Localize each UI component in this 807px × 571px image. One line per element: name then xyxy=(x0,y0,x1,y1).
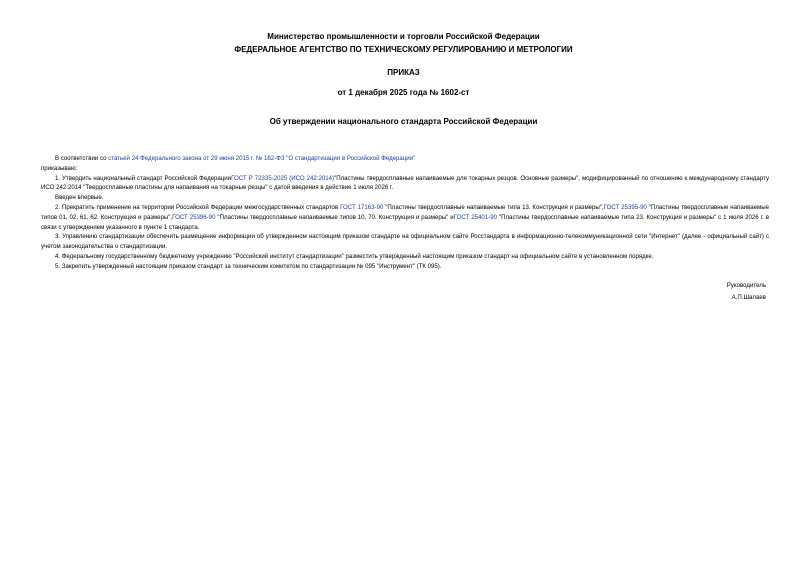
introduced-note: Введен впервые. xyxy=(55,194,104,202)
ministry-name: Министерство промышленности и торговли Российской Федерации xyxy=(267,32,540,41)
document-date-number: от 1 декабря 2025 года № 1602-ст xyxy=(337,88,470,97)
gost-25401-link[interactable]: ГОСТ 25401-90 xyxy=(453,213,497,221)
agency-name: ФЕДЕРАЛЬНОЕ АГЕНТСТВО ПО ТЕХНИЧЕСКОМУ РЕГУЛИРОВАНИЮ И МЕТРОЛОГИИ xyxy=(234,45,573,54)
gost-r-72335-link[interactable]: ГОСТ Р 72335-2025 (ИСО 242:2014) xyxy=(231,174,335,182)
item-1-text: 1. Утвердить национальный стандарт Российской Федерации xyxy=(55,174,232,182)
item-2-text-2: "Пластины твердосплавные напаиваемые типа 13. Конструкция и размеры", xyxy=(383,203,604,211)
signature-title: Руководитель xyxy=(726,282,766,289)
law-link[interactable]: статьей 24 Федерального закона от 29 июня 2015 г. № 162-ФЗ "О стандартизации в Российской Федерации" xyxy=(108,155,416,162)
item-2-text-5: "Пластины твердосплавные напаиваемые типа 23. Конструкция и размеры" с 1 июля 2026 г. в связи с утверждением указанного в пункте 1 стандарта. xyxy=(41,213,769,231)
item-3: 3. Управлению стандартизации обеспечить размещение информации об утвержденном настоящим приказом стандарте на официальном сайте Росстандарта в информационно-телекоммуникационной сети "Интернет" (далее - официальный сайт) с учетом законодательства о стандартизации. xyxy=(41,233,769,251)
gost-17163-link[interactable]: ГОСТ 17163-90 xyxy=(340,203,384,211)
item-2 xyxy=(41,203,769,232)
document-type: ПРИКАЗ xyxy=(387,68,420,77)
preamble-text: В соответствии со xyxy=(55,155,109,162)
item-2-text-4: "Пластины твердосплавные напаиваемые типов 10, 70. Конструкция и размеры" и xyxy=(215,213,454,221)
gost-25396-link[interactable]: ГОСТ 25396-90 xyxy=(172,213,216,221)
signature-name: А.П.Шалаев xyxy=(731,294,766,301)
item-1 xyxy=(41,174,769,194)
item-2-text-1: 2. Прекратить применение на территории Российской Федерации межгосударственных стандартов xyxy=(55,203,341,211)
item-2-text-3: "Пластины твердосплавные напаиваемые типов 01, 02, 61, 62. Конструкция и размеры", xyxy=(41,203,770,221)
item-5: 5. Закрепить утвержденный настоящим приказом стандарт за техническим комитетом по стандартизации № 095 "Инструмент" (ТК 095). xyxy=(55,262,442,270)
document-body xyxy=(41,154,769,272)
preamble xyxy=(41,154,769,164)
item-4: 4. Федеральному государственному бюджетному учреждению "Российский институт стандартизации" разместить утвержденный настоящим приказом стандарт на официальном сайте в установленном порядке. xyxy=(55,252,654,260)
item-1-rest: "Пластины твердосплавные напаиваемые для токарных резцов. Основные размеры", модифицированный по отношению к международному стандарту ИСО 242:2014 "Твердосплавные пластины для напаивания на токарные резцы" с датой введения в действие 1 июля 2026 г. xyxy=(41,174,769,192)
order-word: приказываю: xyxy=(41,164,78,172)
document-subject: Об утверждении национального стандарта Российской Федерации xyxy=(269,117,538,126)
gost-25395-link[interactable]: ГОСТ 25395-90 xyxy=(603,203,647,211)
